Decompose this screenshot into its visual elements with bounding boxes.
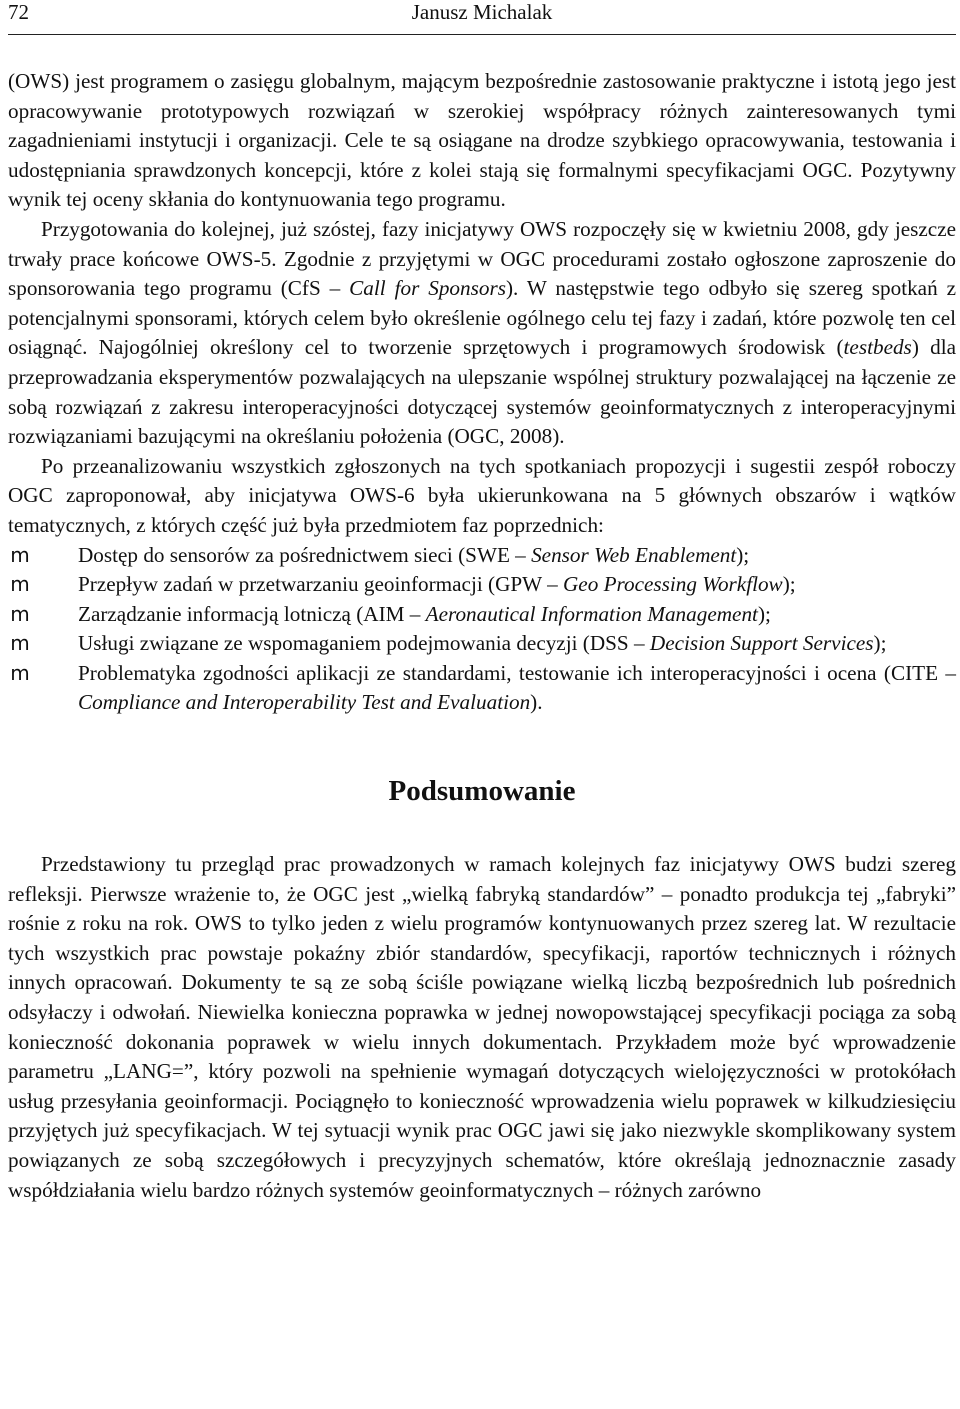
bullet-icon: m [10, 601, 30, 626]
list-item-text: Usługi związane ze wspomaganiem podejmowania decyzji (DSS – [78, 631, 650, 656]
list-item-italic: Compliance and Interoperability Test and Evaluation [78, 690, 531, 715]
list-item-italic: Decision Support Services [649, 631, 874, 656]
thread-list [8, 541, 956, 719]
bullet-icon: m [10, 542, 30, 567]
bullet-icon: m [10, 660, 30, 685]
paragraph-ows6-threads: Po przeanalizowaniu wszystkich zgłoszonych na tych spotkaniach propozycji i sugestii zespół roboczy OGC zaproponował, aby inicjatywa OWS-6 była ukierunkowana na 5 głównych obszarów i wątków tematycznych, z których część już była przedmiotem faz poprzednich: [8, 453, 956, 537]
list-item [8, 570, 956, 600]
list-item [8, 541, 956, 571]
list-item-text: ); [782, 572, 796, 597]
italic-term-cfs: Call for Sponsors [349, 276, 506, 301]
list-item-text: Dostęp do sensorów za pośrednictwem sieci (SWE – [78, 542, 532, 567]
list-item-italic: Geo Processing Workflow [562, 572, 783, 597]
list-item-text: Przepływ zadań w przetwarzaniu geoinformacji (GPW – [78, 572, 563, 597]
bullet-icon: m [10, 572, 30, 597]
list-item [8, 629, 956, 659]
italic-term-testbeds: testbeds [843, 335, 912, 360]
paragraph-text: ). W następstwie tego odbyło się szereg spotkań z potencjalnymi sponsorami, których celem było określenie ogólnego celu tej fazy i zadań, które pozwolę ten cel osiągnąć. Najogólniej określony cel to tworzenie sprzętowych i programowych środowisk ( [8, 276, 956, 360]
list-item [8, 659, 956, 718]
list-item-text: Zarządzanie informacją lotniczą (AIM – [78, 601, 426, 626]
list-item-text: Problematyka zgodności aplikacji ze standardami, testowanie ich interoperacyjności i ocena (CITE – [78, 660, 956, 685]
list-item-text: ); [757, 601, 771, 626]
paragraph-ows6-preparation [8, 215, 956, 452]
bullet-icon: m [10, 631, 30, 656]
list-item-text: ). [530, 690, 543, 715]
list-item-text: ); [736, 542, 750, 567]
paragraph-text: Przygotowania do kolejnej, już szóstej, fazy inicjatywy OWS rozpoczęły się w kwietniu 2008, gdy jeszcze trwały prace końcowe OWS-5. Zgodnie z przyjętymi w OGC procedurami zostało ogłoszone zaproszenie do sponsorowania tego programu (CfS – [8, 216, 956, 301]
running-header-author: Janusz Michalak [411, 0, 553, 24]
list-item-text: ); [873, 631, 887, 656]
page-number: 72 [8, 0, 29, 24]
list-item-italic: Sensor Web Enablement [531, 542, 737, 567]
list-item-italic: Aeronautical Information Management [425, 601, 758, 626]
paragraph-summary: Przedstawiony tu przegląd prac prowadzonych w ramach kolejnych faz inicjatywy OWS budzi szereg refleksji. Pierwsze wrażenie to, że OGC jest „wielką fabryką standardów” – ponadto produkcja tej „fabryki” rośnie z roku na rok. OWS to tylko jeden z wielu programów kontynuowanych przez szereg lat. W rezultacie tych wszystkich prac powstaje pokaźny zbiór standardów, specyfikacji, raportów technicznych i różnych innych opracowań. Dokumenty te są ze sobą ściśle powiązane wielką liczbą bezpośrednich lub pośrednich odsyłaczy i odwołań. Niewielka konieczna poprawka w jednej nowopowstającej specyfikacji pociąga za sobą konieczność dokonania poprawek w wielu innych dokumentach. Przykładem może być wprowadzenie parametru „LANG=”, który pozwoli na spełnienie wymagań dotyczących wielojęzyczności w protokółach usług przesyłania geoinformacji. Pociągnęło to konieczność wprowadzenia wielu poprawek w kilkudziesięciu przyjętych już specyfikacjach. W tej sytuacji wynik prac OGC jawi się jako niezwykle skomplikowany system powiązanych ze sobą szczegółowych i precyzyjnych schematów, które określają jednoznacznie zasady współdziałania wielu bardzo różnych systemów geoinformatycznych – różnych zarówno [8, 852, 956, 1202]
paragraph-ows-intro: (OWS) jest programem o zasięgu globalnym, mającym bezpośrednie zastosowanie praktyczne i istotą jego jest opracowywanie prototypowych rozwiązań w szerokiej współpracy różnych zainteresowanych tymi zagadnieniami instytucji i organizacji. Cele te są osiągane na drodze szybkiego opracowywania, testowania i udostępniania sprawdzonych koncepcji, które z kolei stają się formalnymi specyfikacjami OGC. Pozytywny wynik tej oceny skłania do kontynuowania tego programu. [8, 69, 956, 212]
document-page [8, 0, 956, 1205]
list-item [8, 600, 956, 630]
section-title: Podsumowanie [388, 775, 576, 808]
paragraph-text: ) dla przeprowadzania eksperymentów pozwalających na ulepszanie wspólnej struktury pozwalającej na łączenie ze sobą rozwiązań z zakresu interoperacyjności dotyczącej systemów geoinformatycznych z interoperacyjnymi rozwiązaniami bazującymi na określaniu położenia (OGC, 2008). [8, 335, 956, 449]
body-text [8, 67, 956, 1205]
running-header [8, 0, 956, 35]
